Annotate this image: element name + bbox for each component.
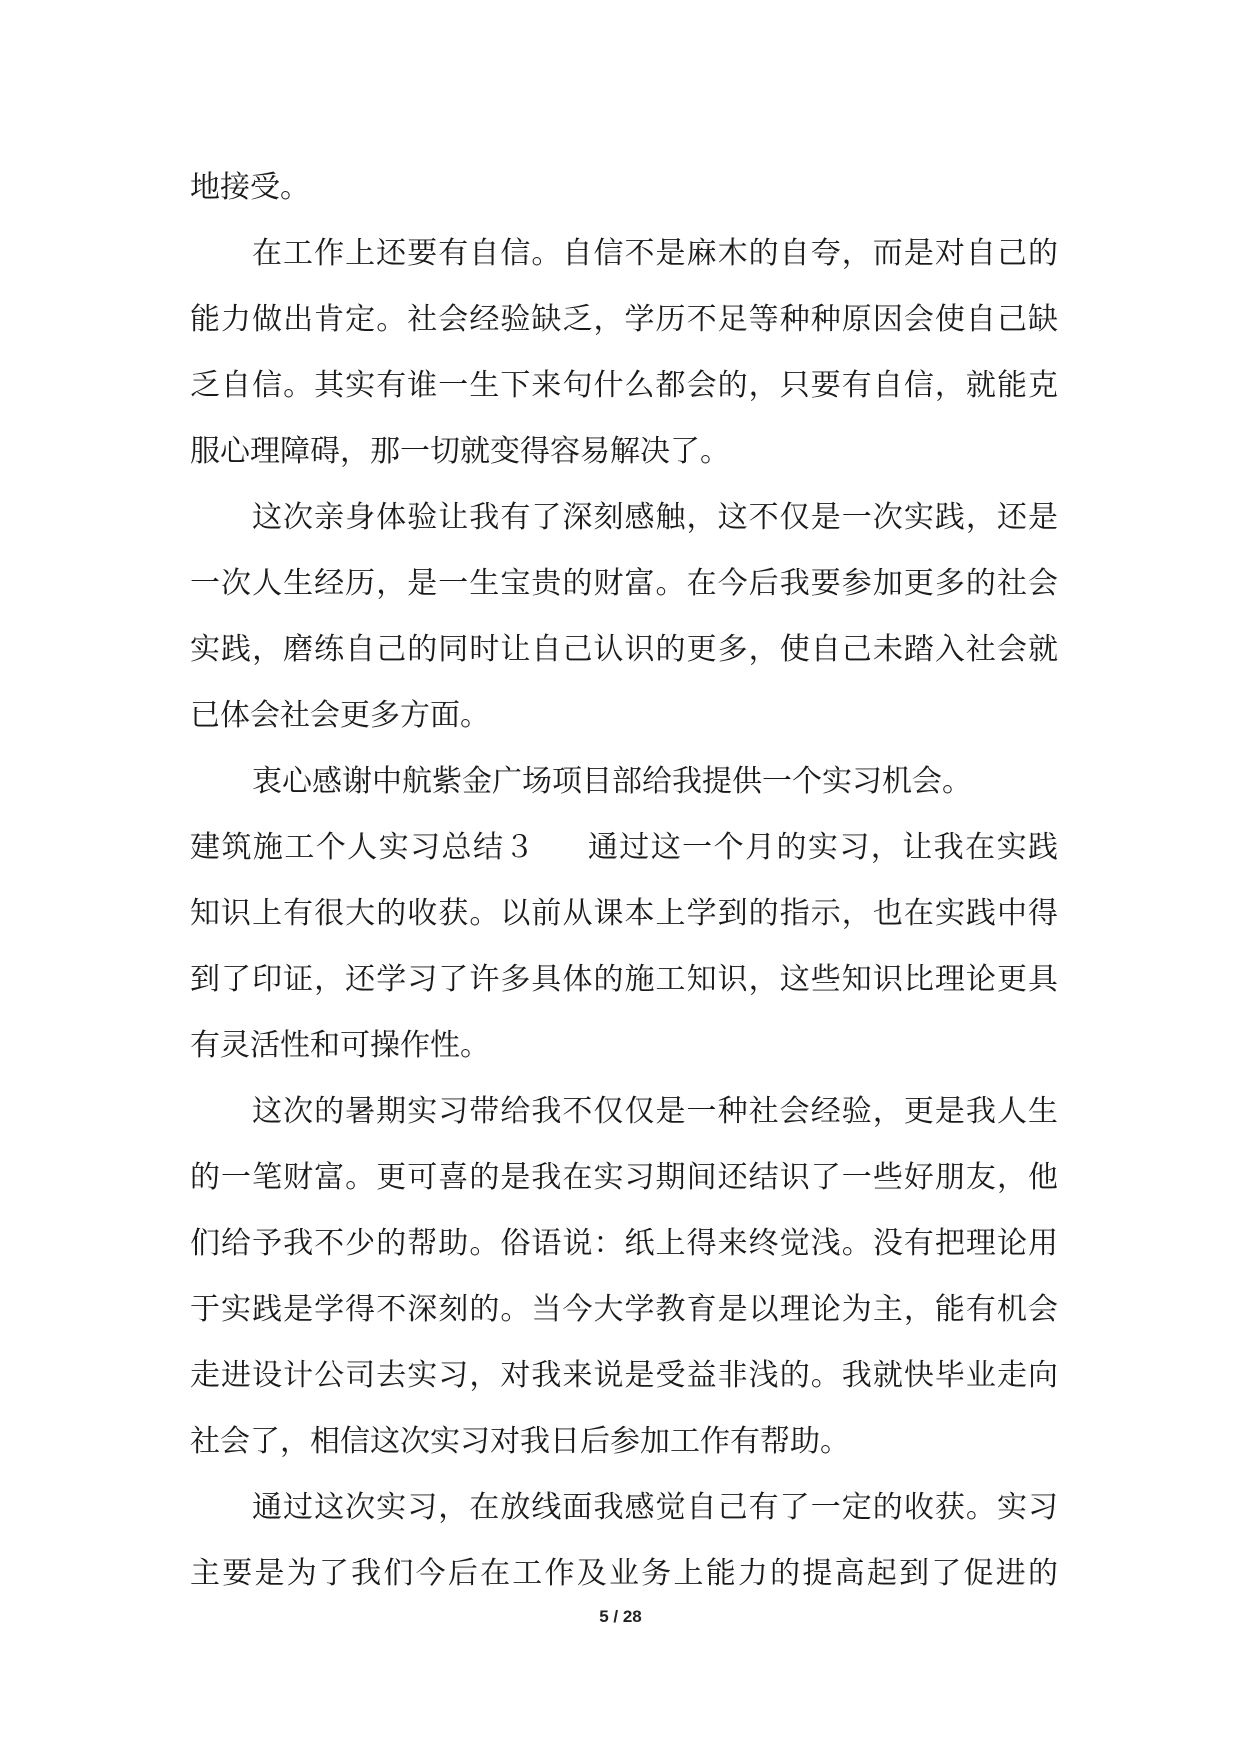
- document-body: [190, 155, 1058, 1607]
- text-line: [190, 1079, 1058, 1145]
- line-text: 于实践是学得不深刻的。当今大学教育是以理论为主，能有机会: [190, 1292, 1058, 1327]
- text-line: [190, 1277, 1058, 1343]
- line-text: 这次的暑期实习带给我不仅仅是一种社会经验，更是我人生: [252, 1094, 1058, 1129]
- text-line: [190, 485, 1058, 551]
- text-line: [190, 881, 1058, 947]
- line-text: 服心理障碍，那一切就变得容易解决了。: [190, 434, 730, 469]
- line-text: 主要是为了我们今后在工作及业务上能力的提高起到了促进的: [190, 1556, 1058, 1591]
- line-text: 们给予我不少的帮助。俗语说：纸上得来终觉浅。没有把理论用: [190, 1226, 1058, 1261]
- line-text: 有灵活性和可操作性。: [190, 1028, 490, 1063]
- text-line: [190, 749, 1058, 815]
- line-text: 这次亲身体验让我有了深刻感触，这不仅是一次实践，还是: [252, 500, 1058, 535]
- line-text: 一次人生经历，是一生宝贵的财富。在今后我要参加更多的社会: [190, 566, 1058, 601]
- text-line: [190, 683, 1058, 749]
- text-line: [190, 221, 1058, 287]
- line-text: 地接受。: [190, 170, 310, 205]
- line-text: 乏自信。其实有谁一生下来句什么都会的，只要有自信，就能克: [190, 368, 1058, 403]
- line-text: 的一笔财富。更可喜的是我在实习期间还结识了一些好朋友，他: [190, 1160, 1058, 1195]
- line-text: 已体会社会更多方面。: [190, 698, 490, 733]
- line-text: 社会了，相信这次实习对我日后参加工作有帮助。: [190, 1424, 850, 1459]
- line-text: 衷心感谢中航紫金广场项目部给我提供一个实习机会。: [252, 764, 972, 799]
- text-line: [190, 1013, 1058, 1079]
- line-text: 实践，磨练自己的同时让自己认识的更多，使自己未踏入社会就: [190, 632, 1058, 667]
- text-line: [190, 155, 1058, 221]
- text-line: [190, 947, 1058, 1013]
- text-line: [190, 419, 1058, 485]
- line-text: 在工作上还要有自信。自信不是麻木的自夸，而是对自己的: [252, 236, 1058, 271]
- text-line: [190, 1211, 1058, 1277]
- text-line: [190, 617, 1058, 683]
- text-line: [190, 551, 1058, 617]
- line-text: 通过这一个月的实习，让我在实践: [587, 830, 1058, 865]
- line-text: 走进设计公司去实习，对我来说是受益非浅的。我就快毕业走向: [190, 1358, 1058, 1393]
- text-line: [190, 1541, 1058, 1607]
- text-line: [190, 815, 1058, 881]
- text-line: [190, 1343, 1058, 1409]
- text-line: [190, 353, 1058, 419]
- section-heading: 建筑施工个人实习总结３: [190, 830, 536, 865]
- text-line: [190, 287, 1058, 353]
- line-text: 通过这次实习，在放线面我感觉自己有了一定的收获。实习: [252, 1490, 1058, 1525]
- page-number: 5 / 28: [599, 1607, 642, 1626]
- text-line: [190, 1409, 1058, 1475]
- text-line: [190, 1475, 1058, 1541]
- line-text: 能力做出肯定。社会经验缺乏，学历不足等种种原因会使自己缺: [190, 302, 1058, 337]
- line-text: 知识上有很大的收获。以前从课本上学到的指示，也在实践中得: [190, 896, 1058, 931]
- text-line: [190, 1145, 1058, 1211]
- line-text: 到了印证，还学习了许多具体的施工知识，这些知识比理论更具: [190, 962, 1058, 997]
